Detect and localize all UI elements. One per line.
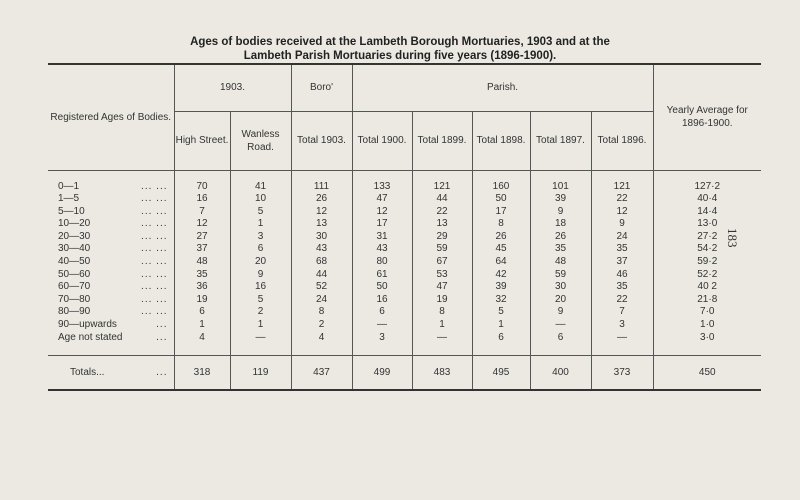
row-label — [48, 181, 174, 194]
header-group-parish: Parish. — [352, 64, 653, 111]
table-cell: 29 — [412, 231, 472, 244]
table-cell: 121 — [412, 181, 472, 194]
age-group-label: 10—20 — [58, 218, 91, 230]
totals-row — [48, 356, 761, 391]
table-cell: 160 — [472, 181, 530, 194]
table-cell: 52 — [291, 281, 352, 294]
table-row — [48, 306, 761, 319]
table-cell: 483 — [412, 356, 472, 391]
table-cell: 27 — [174, 231, 230, 244]
table-cell: 6 — [230, 243, 291, 256]
table-cell: 2 — [230, 306, 291, 319]
table-cell: 5 — [230, 206, 291, 219]
table-row — [48, 319, 761, 332]
row-label — [48, 243, 174, 256]
table-cell: 32 — [472, 294, 530, 307]
table-cell: 7·0 — [653, 306, 761, 319]
table-cell: 7 — [174, 206, 230, 219]
table-cell: 1 — [174, 319, 230, 332]
leader-dots: ... — [156, 331, 168, 343]
leader-dots: ... ... — [141, 243, 168, 255]
table-row — [48, 269, 761, 282]
header-registered-ages: Registered Ages of Bodies. — [48, 64, 174, 170]
table-cell: 35 — [591, 243, 653, 256]
table-cell: 48 — [174, 256, 230, 269]
table-cell: 39 — [472, 281, 530, 294]
table-cell: 36 — [174, 281, 230, 294]
age-group-label: Totals... — [70, 367, 105, 379]
table-cell: 22 — [591, 193, 653, 206]
table-cell: 35 — [530, 243, 591, 256]
age-group-label: 5—10 — [58, 205, 85, 217]
table-cell: 121 — [591, 181, 653, 194]
table-cell: 35 — [174, 269, 230, 282]
table-cell: 46 — [591, 269, 653, 282]
table-cell: 13 — [412, 218, 472, 231]
table-cell: 35 — [591, 281, 653, 294]
row-label — [48, 231, 174, 244]
table-cell: 27·2 — [653, 231, 761, 244]
table-cell: 42 — [472, 269, 530, 282]
table-cell: 6 — [174, 306, 230, 319]
table-cell: 450 — [653, 356, 761, 391]
table-cell: 14·4 — [653, 206, 761, 219]
table-cell: 12 — [174, 218, 230, 231]
row-label — [48, 294, 174, 307]
table-cell: 133 — [352, 181, 412, 194]
table-row — [48, 332, 761, 345]
table-cell: 8 — [412, 306, 472, 319]
table-row — [48, 218, 761, 231]
age-group-label: 70—80 — [58, 293, 91, 305]
table-cell: 16 — [352, 294, 412, 307]
table-cell: 16 — [174, 193, 230, 206]
leader-dots: ... — [156, 319, 168, 331]
table-title — [0, 35, 800, 63]
table-cell: 8 — [472, 218, 530, 231]
table-cell: 24 — [591, 231, 653, 244]
table-cell: 12 — [291, 206, 352, 219]
age-group-label: 90—upwards — [58, 319, 117, 331]
table-cell: 53 — [412, 269, 472, 282]
table-cell: 37 — [174, 243, 230, 256]
table-cell: 22 — [412, 206, 472, 219]
table-cell: 24 — [291, 294, 352, 307]
row-label — [48, 281, 174, 294]
table-cell: 70 — [174, 181, 230, 194]
leader-dots: ... ... — [141, 205, 168, 217]
table-cell: — — [591, 332, 653, 345]
table-cell: 9 — [591, 218, 653, 231]
table-cell: 22 — [591, 294, 653, 307]
age-group-label: Age not stated — [58, 331, 123, 343]
table-cell: 39 — [530, 193, 591, 206]
table-cell: 19 — [174, 294, 230, 307]
table-cell: 47 — [352, 193, 412, 206]
table-cell: 6 — [472, 332, 530, 345]
table-cell: 20 — [530, 294, 591, 307]
table-cell: 59 — [412, 243, 472, 256]
leader-dots: ... ... — [141, 293, 168, 305]
table-row — [48, 256, 761, 269]
table-row — [48, 243, 761, 256]
table-cell: 6 — [530, 332, 591, 345]
table-cell: — — [230, 332, 291, 345]
table-cell: 4 — [174, 332, 230, 345]
leader-dots: ... ... — [141, 256, 168, 268]
age-group-label: 30—40 — [58, 243, 91, 255]
totals-separator — [48, 344, 761, 356]
row-label — [48, 218, 174, 231]
table-cell: 1·0 — [653, 319, 761, 332]
table-cell: 7 — [591, 306, 653, 319]
table-cell: 54·2 — [653, 243, 761, 256]
table-cell: 1 — [412, 319, 472, 332]
table-cell: 40·4 — [653, 193, 761, 206]
row-label — [48, 332, 174, 345]
table-cell: 26 — [530, 231, 591, 244]
table-cell: 373 — [591, 356, 653, 391]
header-group-boro: Boro' — [291, 64, 352, 111]
table-cell: 13 — [291, 218, 352, 231]
table-cell: 6 — [352, 306, 412, 319]
title-line-1: Ages of bodies received at the Lambeth Borough Mortuaries, 1903 and at the — [190, 36, 610, 48]
table-cell: 30 — [530, 281, 591, 294]
table-cell: 127·2 — [653, 181, 761, 194]
row-label — [48, 193, 174, 206]
header-total-1903: Total 1903. — [291, 111, 352, 170]
table-cell: 9 — [230, 269, 291, 282]
table-cell: 437 — [291, 356, 352, 391]
table-cell: 47 — [412, 281, 472, 294]
table-row — [48, 193, 761, 206]
page-number: 183 — [725, 228, 740, 248]
table-cell: 1 — [230, 319, 291, 332]
leader-dots: ... ... — [141, 306, 168, 318]
table-cell: 59·2 — [653, 256, 761, 269]
table-cell: 2 — [291, 319, 352, 332]
table-cell: 495 — [472, 356, 530, 391]
table-cell: 26 — [472, 231, 530, 244]
table-cell: 20 — [230, 256, 291, 269]
leader-dots: ... ... — [141, 230, 168, 242]
table-cell: 111 — [291, 181, 352, 194]
table-cell: 19 — [412, 294, 472, 307]
header-yearly-average: Yearly Average for 1896-1900. — [653, 64, 761, 170]
leader-dots: ... — [156, 367, 168, 379]
table-cell: 44 — [412, 193, 472, 206]
leader-dots: ... ... — [141, 218, 168, 230]
table-cell: 1 — [230, 218, 291, 231]
age-group-label: 50—60 — [58, 268, 91, 280]
table-cell: 3·0 — [653, 332, 761, 345]
row-label — [48, 319, 174, 332]
table-cell: 17 — [352, 218, 412, 231]
age-group-label: 1—5 — [58, 193, 80, 205]
table-cell: 43 — [352, 243, 412, 256]
table-cell: 9 — [530, 306, 591, 319]
table-cell: 40 2 — [653, 281, 761, 294]
table-cell: 5 — [472, 306, 530, 319]
table-cell: 68 — [291, 256, 352, 269]
table-cell: 119 — [230, 356, 291, 391]
table-cell: 10 — [230, 193, 291, 206]
leader-dots: ... ... — [141, 268, 168, 280]
row-label — [48, 206, 174, 219]
age-group-label: 40—50 — [58, 256, 91, 268]
age-group-label: 0—1 — [58, 180, 80, 192]
table-row — [48, 206, 761, 219]
age-group-label: 20—30 — [58, 230, 91, 242]
header-group-1903: 1903. — [174, 64, 291, 111]
table-cell: 318 — [174, 356, 230, 391]
table-cell: 18 — [530, 218, 591, 231]
table-cell: 5 — [230, 294, 291, 307]
header-total-1897: Total 1897. — [530, 111, 591, 170]
title-line-2: Lambeth Parish Mortuaries during five years (1896-1900). — [243, 50, 557, 62]
table-cell: 12 — [352, 206, 412, 219]
table-cell: 61 — [352, 269, 412, 282]
header-total-1896: Total 1896. — [591, 111, 653, 170]
age-group-label: 80—90 — [58, 306, 91, 318]
header-high-street: High Street. — [174, 111, 230, 170]
table-cell: 3 — [230, 231, 291, 244]
table-cell: 50 — [352, 281, 412, 294]
leader-dots: ... ... — [141, 180, 168, 192]
table-cell: 59 — [530, 269, 591, 282]
header-total-1898: Total 1898. — [472, 111, 530, 170]
table-cell: — — [530, 319, 591, 332]
table-cell: 3 — [352, 332, 412, 345]
table-cell: 37 — [591, 256, 653, 269]
table-cell: 3 — [591, 319, 653, 332]
table-cell: 8 — [291, 306, 352, 319]
table-cell: 50 — [472, 193, 530, 206]
table-cell: 12 — [591, 206, 653, 219]
table-cell: 4 — [291, 332, 352, 345]
table-cell: 21·8 — [653, 294, 761, 307]
table-cell: 101 — [530, 181, 591, 194]
table-row — [48, 181, 761, 194]
table-cell: 67 — [412, 256, 472, 269]
mortuary-ages-table — [48, 63, 761, 391]
table-cell: 16 — [230, 281, 291, 294]
row-label — [48, 269, 174, 282]
table-cell: 48 — [530, 256, 591, 269]
table-cell: 30 — [291, 231, 352, 244]
row-label — [48, 306, 174, 319]
table-cell: — — [352, 319, 412, 332]
leader-dots: ... ... — [141, 193, 168, 205]
age-group-label: 60—70 — [58, 281, 91, 293]
table-row — [48, 231, 761, 244]
table-cell: 41 — [230, 181, 291, 194]
table-cell: 1 — [472, 319, 530, 332]
table-cell: 17 — [472, 206, 530, 219]
table-row — [48, 294, 761, 307]
table-cell: 9 — [530, 206, 591, 219]
table-cell: 400 — [530, 356, 591, 391]
leader-dots: ... ... — [141, 281, 168, 293]
table-cell: 26 — [291, 193, 352, 206]
table-cell: 45 — [472, 243, 530, 256]
row-label — [48, 356, 174, 391]
table-cell: 44 — [291, 269, 352, 282]
table-cell: 13·0 — [653, 218, 761, 231]
table-cell: 499 — [352, 356, 412, 391]
table-cell: 43 — [291, 243, 352, 256]
table-cell: 64 — [472, 256, 530, 269]
header-total-1899: Total 1899. — [412, 111, 472, 170]
table-cell: 80 — [352, 256, 412, 269]
row-label — [48, 256, 174, 269]
header-total-1900: Total 1900. — [352, 111, 412, 170]
header-wanless-road: Wanless Road. — [230, 111, 291, 170]
table-row — [48, 281, 761, 294]
table-cell: — — [412, 332, 472, 345]
table-cell: 31 — [352, 231, 412, 244]
table-cell: 52·2 — [653, 269, 761, 282]
